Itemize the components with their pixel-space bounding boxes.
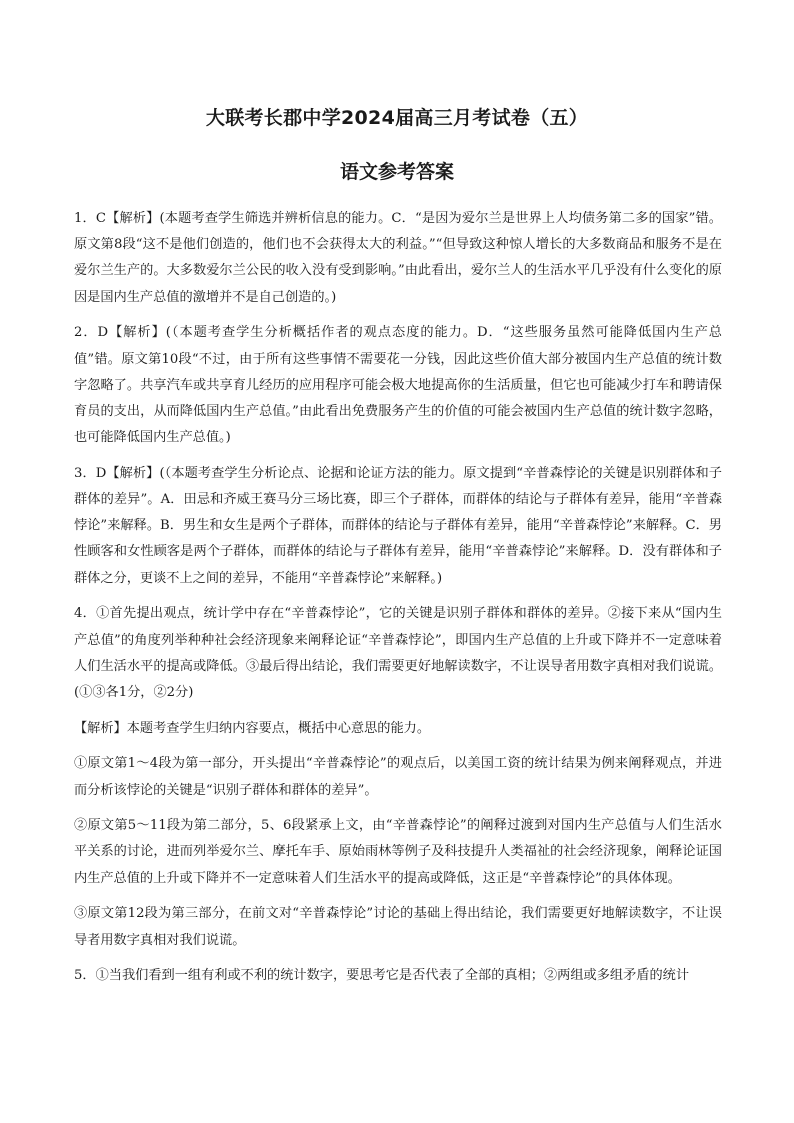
answer-q4-point1: ①原文第1～4段为第一部分，开头提出“辛普森悖论”的观点后，以美国工资的统计结果为例来阐释观点，并进而分析该悖论的关键是“识别子群体和群体的差异”。	[74, 756, 722, 798]
answer-body	[74, 206, 722, 999]
page-subtitle: 语文参考答案	[339, 161, 454, 183]
answer-q4-point3: ③原文第12段为第三部分，在前文对“辛普森悖论”讨论的基础上得出结论，我们需要更好地解读数字，不让误导者用数字真相对我们说谎。	[74, 906, 722, 948]
answer-q4-point2: ②原文第5～11段为第二部分，5、6段紧承上文，由“辛普森悖论”的阐释过渡到对国内生产总值与人们生活水平关系的讨论，进而列举爱尔兰、摩托车手、原始雨林等例子及科技提升人类福祉的社会经济现象，阐释论证国内生产总值的上升或下降并不一定意味着人们生活水平的提高或降低，这正是“辛普森悖论”的具体体现。	[74, 818, 722, 886]
page-title: 大联考长郡中学2024届高三月考试卷（五）	[205, 107, 589, 129]
answer-q4: 4．①首先提出观点，统计学中存在“辛普森悖论”，它的关键是识别子群体和群体的差异。②接下来从“国内生产总值”的角度列举种种社会经济现象来阐释论证“辛普森悖论”，即国内生产总值的上升或下降并不一定意味着人们生活水平的提高或降低。③最后得出结论，我们需要更好地解读数字，不让误导者用数字真相对我们说谎。(①③各1分，②2分)	[74, 606, 722, 700]
answer-q3: 3．D【解析】(（本题考查学生分析论点、论据和论证方法的能力。原文提到“辛普森悖论的关键是识别群体和子群体的差异”。A．田忌和齐威王赛马分三场比赛，即三个子群体，而群体的结论与子群体有差异，能用“辛普森悖论”来解释。B．男生和女生是两个子群体，而群体的结论与子群体有差异，能用“辛普森悖论”来解释。C．男性顾客和女性顾客是两个子群体，而群体的结论与子群体有差异，能用“辛普森悖论”来解释。D．没有群体和子群体之分，更谈不上之间的差异，不能用“辛普森悖论”来解释。)	[74, 465, 722, 586]
answer-q5: 5．①当我们看到一组有利或不利的统计数字，要思考它是否代表了全部的真相；②两组或多组矛盾的统计	[74, 968, 690, 984]
answer-q1: 1．C【解析】(本题考查学生筛选并辨析信息的能力。C．“是因为爱尔兰是世界上人均债务第二多的国家”错。原文第8段“这不是他们创造的，他们也不会获得太大的利益。”“但导致这种惊人增长的大多数商品和服务不是在爱尔兰生产的。大多数爱尔兰公民的收入没有受到影响。”由此看出，爱尔兰人的生活水平几乎没有什么变化的原因是国内生产总值的激增并不是自己创造的。)	[74, 211, 722, 305]
answer-q4-analysis: 【解析】本题考查学生归纳内容要点，概括中心意思的能力。	[74, 720, 431, 736]
answer-q2: 2．D【解析】(（本题考查学生分析概括作者的观点态度的能力。D．“这些服务虽然可能降低国内生产总值”错。原文第10段“不过，由于所有这些事情不需要花一分钱，因此这些价值大部分被国内生产总值的统计数字忽略了。共享汽车或共享育儿经历的应用程序可能会极大地提高你的生活质量，但它也可能减少打车和聘请保育员的支出，从而降低国内生产总值。”由此看出免费服务产生的价值的可能会被国内生产总值的统计数字忽略，也可能降低国内生产总值。)	[74, 325, 722, 446]
